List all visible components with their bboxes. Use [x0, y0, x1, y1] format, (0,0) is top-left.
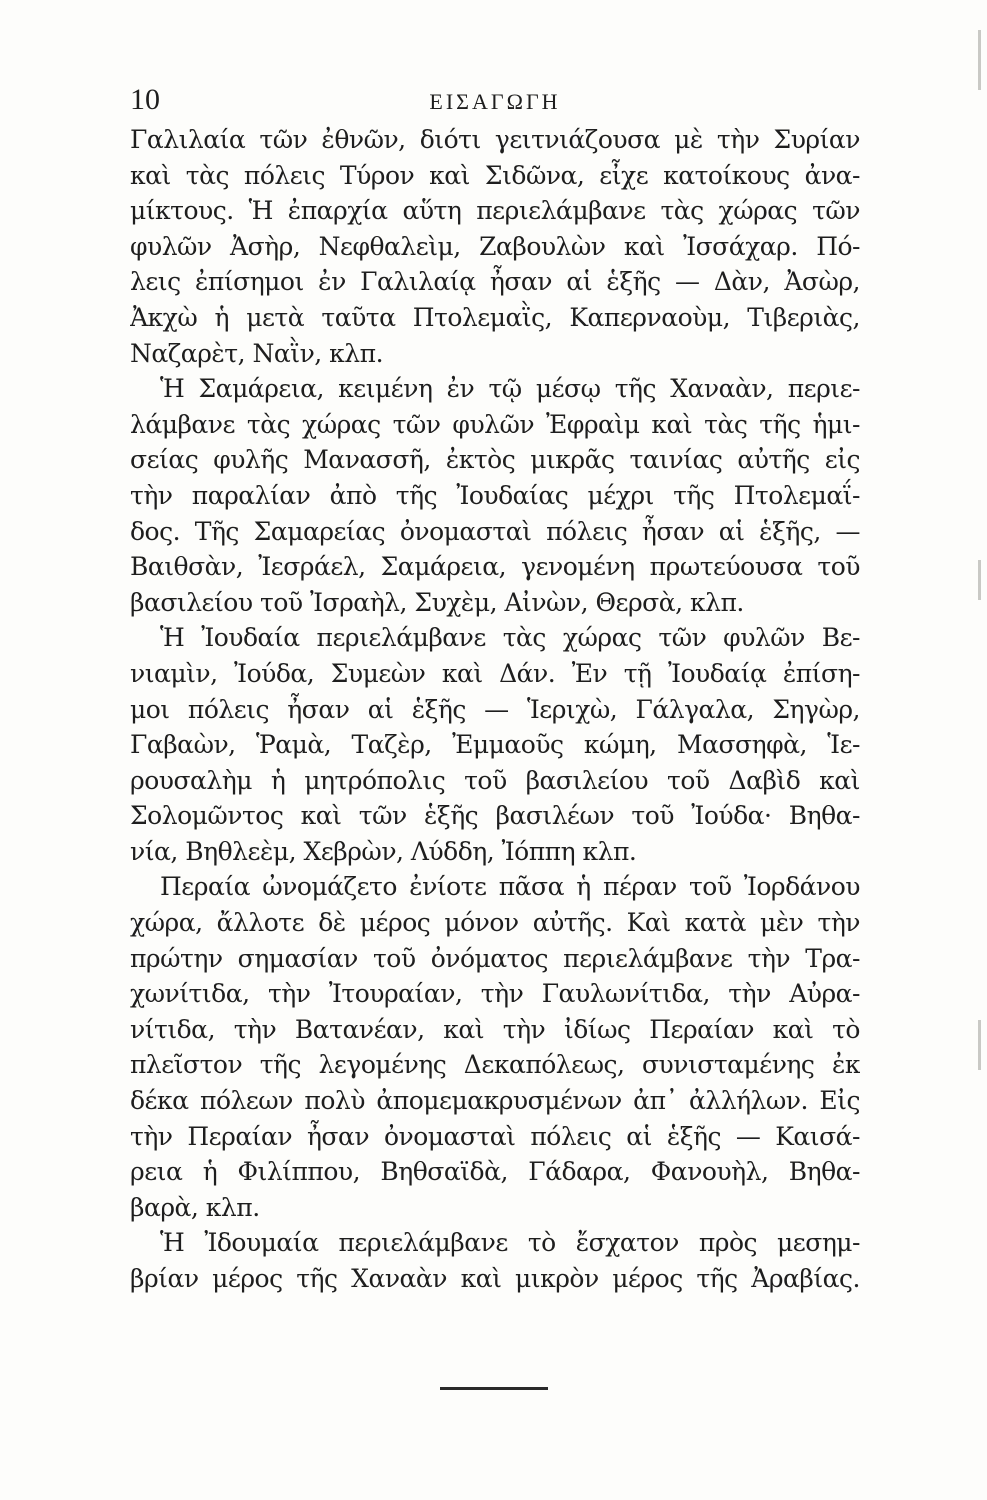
text-line: καὶ τὰς πόλεις Τύρον καὶ Σιδῶνα, εἶχε κατοίκους ἀνα-: [130, 160, 860, 190]
page-edge-mark: [978, 560, 981, 600]
text-line: Ἡ Ἰδουμαία περιελάμβανε τὸ ἔσχατον πρὸς μεσημ-: [160, 1228, 860, 1258]
section-end-rule: [440, 1387, 548, 1390]
text-line: δος. Τῆς Σαμαρείας ὀνομασταὶ πόλεις ἦσαν αἱ ἑξῆς, —: [130, 516, 860, 546]
text-line: ρουσαλὴμ ἡ μητρόπολις τοῦ βασιλείου τοῦ Δαβὶδ καὶ: [130, 765, 860, 795]
text-line: Σολομῶντος καὶ τῶν ἑξῆς βασιλέων τοῦ Ἰούδα· Βηθα-: [130, 801, 860, 831]
text-line: λεις ἐπίσημοι ἐν Γαλιλαίᾳ ἦσαν αἱ ἑξῆς — Δὰν, Ἀσὼρ,: [130, 267, 860, 297]
page-number: 10: [130, 83, 160, 116]
page-edge-mark: [978, 1020, 981, 1070]
text-line: βρίαν μέρος τῆς Χαναὰν καὶ μικρὸν μέρος τῆς Ἀραβίας.: [130, 1264, 860, 1293]
text-line: Ἀκχὼ ἡ μετὰ ταῦτα Πτολεμαῒς, Καπερναοὺμ, Τιβεριὰς,: [130, 302, 860, 332]
text-line: νία, Βηθλεὲμ, Χεβρὼν, Λύδδη, Ἰόππη κλπ.: [130, 836, 637, 866]
text-line: Ναζαρὲτ, Ναῒν, κλπ.: [130, 338, 384, 368]
text-line: νιαμὶν, Ἰούδα, Συμεὼν καὶ Δάν. Ἐν τῇ Ἰουδαίᾳ ἐπίση-: [130, 658, 860, 688]
text-line: πλεῖστον τῆς λεγομένης Δεκαπόλεως, συνισταμένης ἐκ: [130, 1050, 860, 1080]
text-line: πρώτην σημασίαν τοῦ ὀνόματος περιελάμβανε τὴν Τρα-: [130, 943, 860, 973]
text-line: σείας φυλῆς Μανασσῆ, ἐκτὸς μικρᾶς ταινίας αὐτῆς εἰς: [130, 445, 860, 475]
text-line: φυλῶν Ἀσὴρ, Νεφθαλεὶμ, Ζαβουλὼν καὶ Ἰσσάχαρ. Πό-: [130, 231, 860, 261]
text-line: λάμβανε τὰς χώρας τῶν φυλῶν Ἐφραὶμ καὶ τὰς τῆς ἡμι-: [130, 409, 860, 439]
text-line: βαρὰ, κλπ.: [130, 1192, 260, 1222]
running-title: ΕΙΣΑΓΩΓΗ: [429, 89, 561, 114]
text-line: Γαβαὼν, Ῥαμὰ, Ταζὲρ, Ἐμμαοῦς κώμη, Μασσηφὰ, Ἱε-: [130, 730, 860, 760]
text-line: Γαλιλαία τῶν ἐθνῶν, διότι γειτνιάζουσα μὲ τὴν Συρίαν: [130, 125, 860, 154]
page-edge-mark: [978, 30, 981, 90]
text-line: Βαιθσὰν, Ἰεσράελ, Σαμάρεια, γενομένη πρωτεύουσα τοῦ: [130, 552, 860, 582]
text-line: τὴν Περαίαν ἦσαν ὀνομασταὶ πόλεις αἱ ἑξῆς — Καισά-: [130, 1121, 860, 1151]
text-line: χωνίτιδα, τὴν Ἰτουραίαν, τὴν Γαυλωνίτιδα, τὴν Αὐρα-: [130, 979, 860, 1009]
text-line: δέκα πόλεων πολὺ ἀπομεμακρυσμένων ἀπ᾽ ἀλλήλων. Εἰς: [130, 1086, 860, 1116]
text-line: τὴν παραλίαν ἀπὸ τῆς Ἰουδαίας μέχρι τῆς Πτολεμαΐ-: [130, 480, 860, 510]
text-line: Περαία ὠνομάζετο ἐνίοτε πᾶσα ἡ πέραν τοῦ Ἰορδάνου: [160, 872, 860, 902]
text-line: Ἡ Σαμάρεια, κειμένη ἐν τῷ μέσῳ τῆς Χαναὰν, περιε-: [160, 374, 860, 404]
text-line: μίκτους. Ἡ ἐπαρχία αὕτη περιελάμβανε τὰς χώρας τῶν: [130, 196, 860, 226]
text-line: βασιλείου τοῦ Ἰσραὴλ, Συχὲμ, Αἰνὼν, Θερσὰ, κλπ.: [130, 587, 744, 617]
body-text: [130, 122, 860, 1297]
text-line: ρεια ἡ Φιλίππου, Βηθσαϊδὰ, Γάδαρα, Φανουὴλ, Βηθα-: [130, 1157, 860, 1187]
text-line: Ἡ Ἰουδαία περιελάμβανε τὰς χώρας τῶν φυλῶν Βε-: [160, 623, 860, 653]
text-line: νίτιδα, τὴν Βατανέαν, καὶ τὴν ἰδίως Περαίαν καὶ τὸ: [130, 1014, 860, 1044]
text-line: χώρα, ἄλλοτε δὲ μέρος μόνον αὐτῆς. Καὶ κατὰ μὲν τὴν: [130, 908, 860, 938]
page-header: [130, 80, 860, 120]
text-line: μοι πόλεις ἦσαν αἱ ἑξῆς — Ἱεριχὼ, Γάλγαλα, Σηγὼρ,: [130, 694, 860, 724]
